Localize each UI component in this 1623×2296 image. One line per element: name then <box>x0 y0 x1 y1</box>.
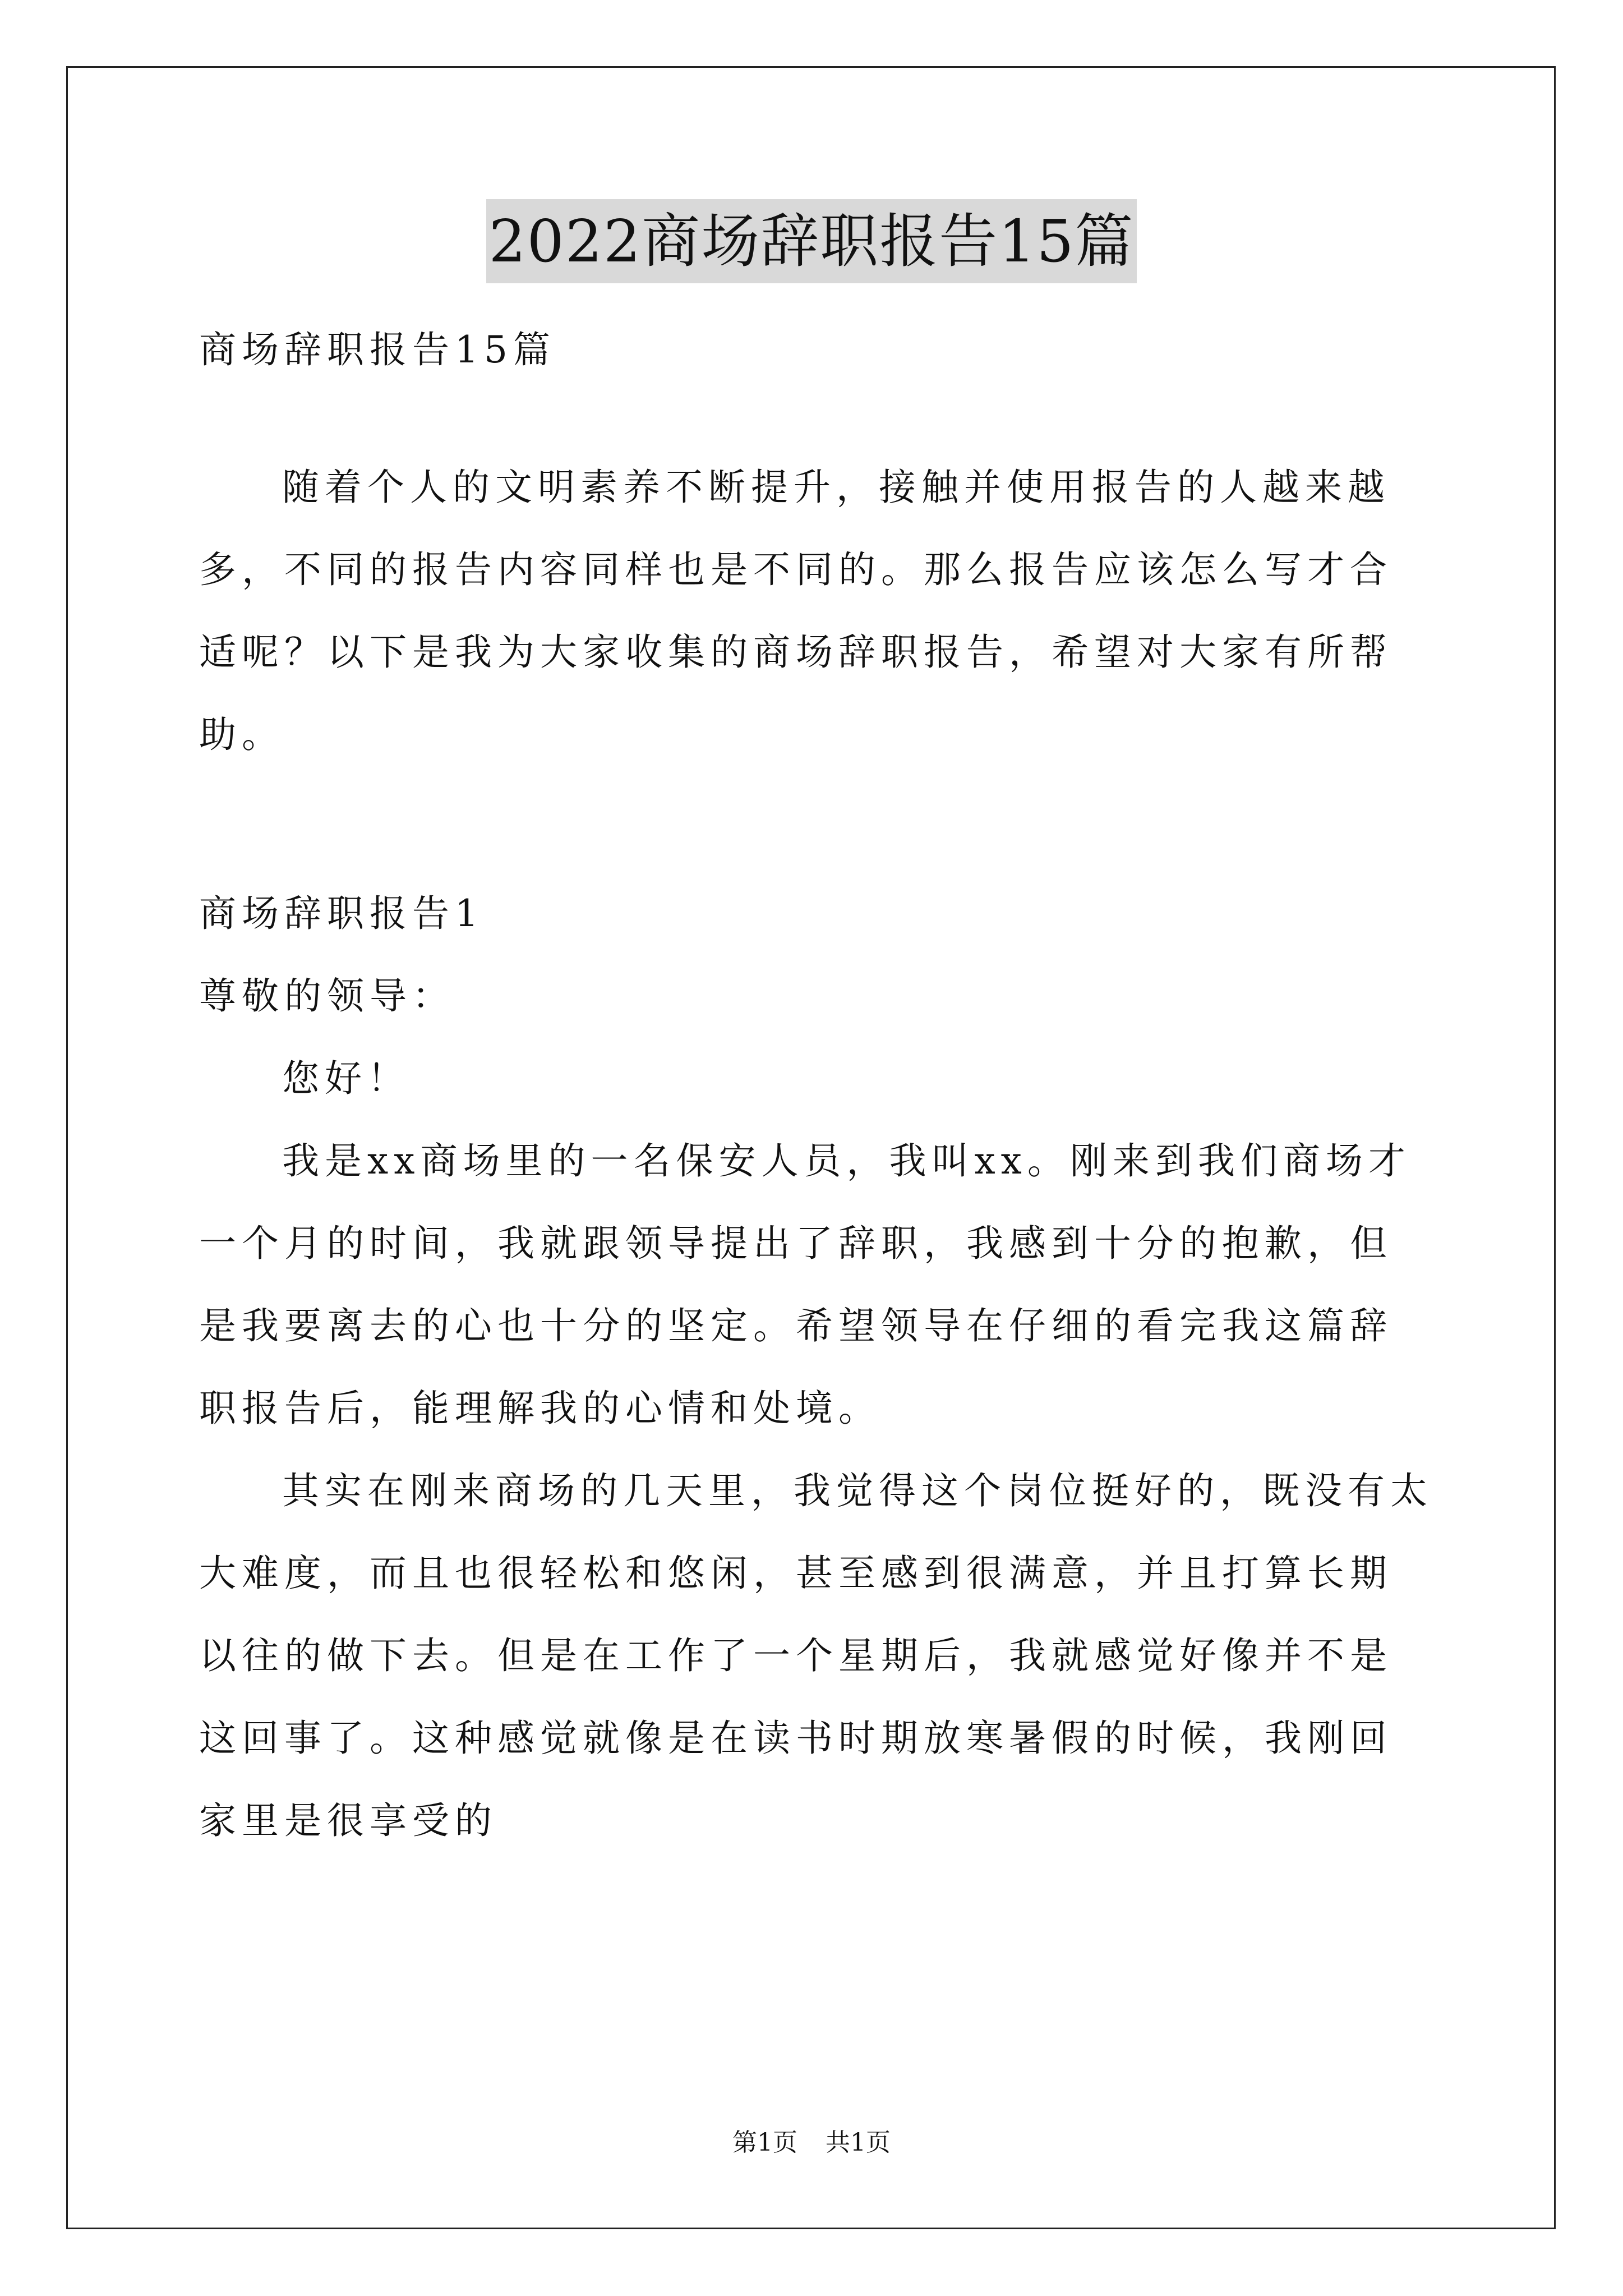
document-subtitle: 商场辞职报告15篇 <box>199 328 556 371</box>
document-title: 2022商场辞职报告15篇 <box>486 199 1136 283</box>
body-paragraph-2: 其实在刚来商场的几天里，我觉得这个岗位挺好的，既没有太大难度，而且也很轻松和悠闲，甚至感到很满意，并且打算长期以往的做下去。但是在工作了一个星期后，我就感觉好像并不是这回事了。这种感觉就像是在读书时期放寒暑假的时候，我刚回家里是很享受的 <box>199 1469 1433 1842</box>
page-number: 第1页 <box>732 2128 797 2157</box>
section-heading: 商场辞职报告1 <box>199 892 484 935</box>
page-footer <box>0 2126 1623 2160</box>
intro-paragraph: 随着个人的文明素养不断提升，接触并使用报告的人越来越多，不同的报告内容同样也是不同的。那么报告应该怎么写才合适呢？以下是我为大家收集的商场辞职报告，希望对大家有所帮助。 <box>199 466 1393 756</box>
title-container <box>0 199 1623 283</box>
body-paragraph-1: 我是xx商场里的一名保安人员，我叫xx。刚来到我们商场才一个月的时间，我就跟领导提出了辞职，我感到十分的抱歉，但是我要离去的心也十分的坚定。希望领导在仔细的看完我这篇辞职报告后，能理解我的心情和处境。 <box>199 1139 1411 1430</box>
greeting: 您好！ <box>282 1057 410 1100</box>
salutation: 尊敬的领导： <box>199 974 455 1018</box>
page-total: 共1页 <box>826 2128 891 2157</box>
